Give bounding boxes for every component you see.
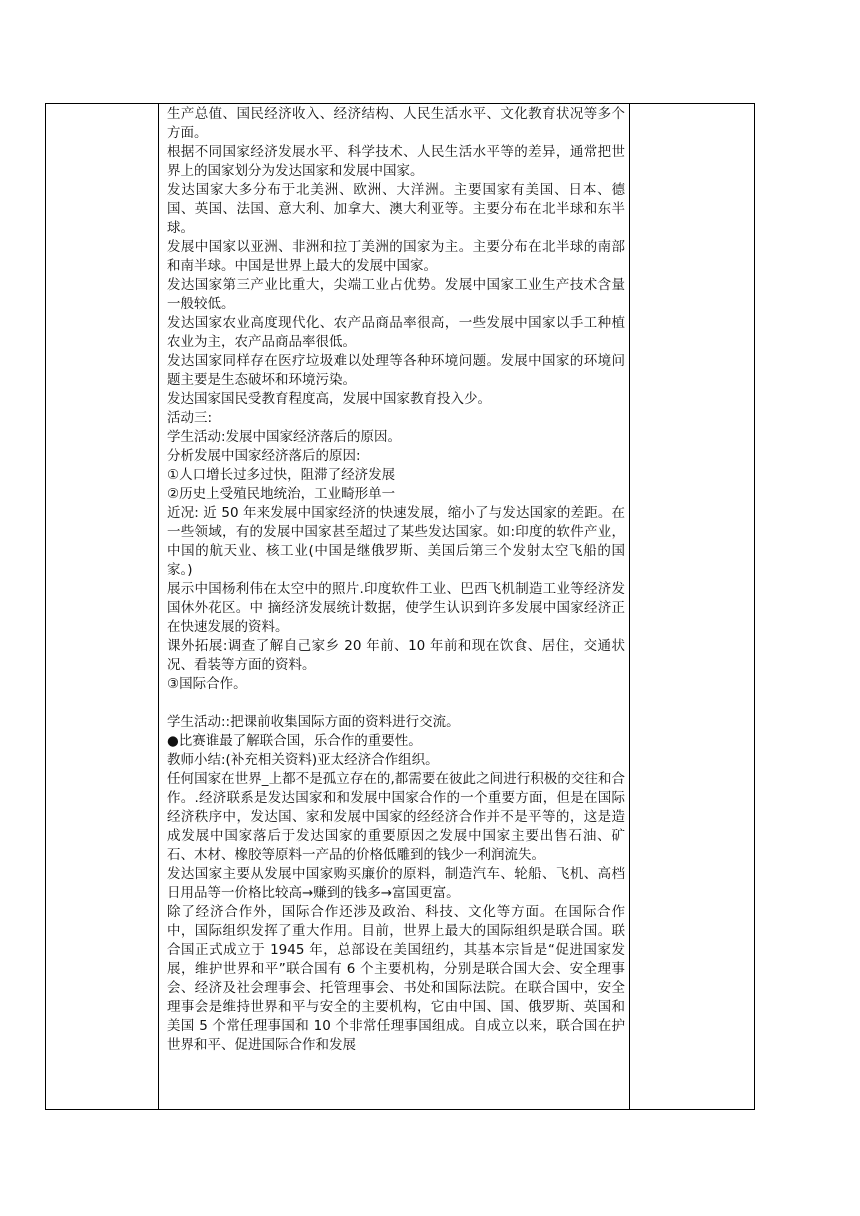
paragraph: 近况: 近 50 年来发展中国家经济的快速发展，缩小了与发达国家的差距。在一些领域，有的发展中国家甚至超过了某些发达国家。如:印度的软件产业，中国的航天业、核工业(中国是继俄罗斯、美国后第三个发射太空飞船的国家。)	[167, 505, 625, 578]
paragraph: 分析发展中国家经济落后的原因:	[167, 448, 361, 464]
paragraph: 发达国家同样存在医疗垃圾难以处理等各种环境问题。发展中国家的环境问题主要是生态破坏和环境污染。	[167, 353, 625, 388]
left-cell	[46, 104, 159, 1110]
bullet-item: ●比赛谁最了解联合国，乐合作的重要性。	[167, 733, 422, 749]
paragraph: 学生活动:发展中国家经济落后的原因。	[167, 429, 402, 445]
paragraph: 发达国家第三产业比重大，尖端工业占优势。发展中国家工业生产技术含量一般较低。	[167, 277, 625, 312]
list-item: ③国际合作。	[167, 676, 247, 692]
lesson-content	[159, 104, 629, 1109]
paragraph: 任何国家在世界_上都不是孤立存在的,都需要在彼此之间进行积极的交往和合作。.经济联系是发达国家和和发展中国家合作的一个重要方面，但是在国际经济秩序中，发达国、家和发展中国家的经经济合作并不是平等的，这是造成发展中国家落后于发达国家的重要原因之发展中国家主要出售石油、矿石、木材、橡胶等原料一产品的价格低雕到的钱少一利润流失。	[167, 771, 625, 863]
list-item: ①人口增长过多过快，阻滞了经济发展	[167, 467, 396, 483]
paragraph: 发达国家国民受教育程度高，发展中国家教育投入少。	[167, 391, 491, 407]
paragraph: 发达国家主要从发展中国家购买廉价的原料，制造汽车、轮船、飞机、高档日用品等一价格比较高→赚到的钱多→富国更富。	[167, 866, 625, 901]
paragraph: 课外拓展:调查了解自己家乡 20 年前、10 年前和现在饮食、居住，交通状况、看装等方面的资料。	[167, 638, 625, 673]
list-item: ②历史上受殖民地统治，工业畸形单一	[167, 486, 396, 502]
paragraph: 发展中国家以亚洲、非洲和拉丁美洲的国家为主。主要分布在北半球的南部和南半球。中国是世界上最大的发展中国家。	[167, 239, 625, 274]
paragraph: 发达国家大多分布于北美洲、欧洲、大洋洲。主要国家有美国、日本、德国、英国、法国、意大利、加拿大、澳大利亚等。主要分布在北半球和东半球。	[167, 182, 625, 236]
paragraph: 除了经济合作外，国际合作还涉及政治、科技、文化等方面。在国际合作中，国际组织发挥了重大作用。目前，世界上最大的国际组织是联合国。联合国正式成立于 1945 年，总部设在美国纽约，其基本宗旨是“促进国家发展，维护世界和平”联合国有 6 个主要机构，分别是联合国大会、安全理事会、经济及社会理事会、托管理事会、书处和国际法院。在联合国中，安全理事会是维持世界和平与安全的主要机构，它由中国、国、俄罗斯、英国和美国 5 个常任理事国和 10 个非常任理事国组成。自成立以来，联合国在护世界和平、促进国际合作和发展	[167, 904, 625, 1053]
paragraph: 学生活动::把课前收集国际方面的资料进行交流。	[167, 714, 460, 730]
lesson-table	[45, 103, 755, 1110]
paragraph: 发达国家农业高度现代化、农产品商品率很高，一些发展中国家以手工种植农业为主，农产品商品率很低。	[167, 315, 625, 350]
content-cell	[159, 104, 630, 1110]
blank-line	[167, 694, 625, 713]
paragraph: 展示中国杨利伟在太空中的照片.印度软件工业、巴西飞机制造工业等经济发 国休外花区。中 摘经济发展统计数据，使学生认识到许多发展中国家经济正在快速发展的资料。	[167, 581, 625, 635]
activity-heading: 活动三:	[167, 410, 213, 426]
right-cell	[630, 104, 755, 1110]
table-row	[46, 104, 755, 1110]
paragraph: 生产总值、国民经济收入、经济结构、人民生活水平、文化教育状况等多个方面。	[167, 106, 625, 141]
paragraph: 根据不同国家经济发展水平、科学技术、人民生活水平等的差异，通常把世界上的国家划分为发达国家和发展中国家。	[167, 144, 625, 179]
paragraph: 教师小结:(补充相关资料)亚太经济合作组织。	[167, 752, 439, 768]
